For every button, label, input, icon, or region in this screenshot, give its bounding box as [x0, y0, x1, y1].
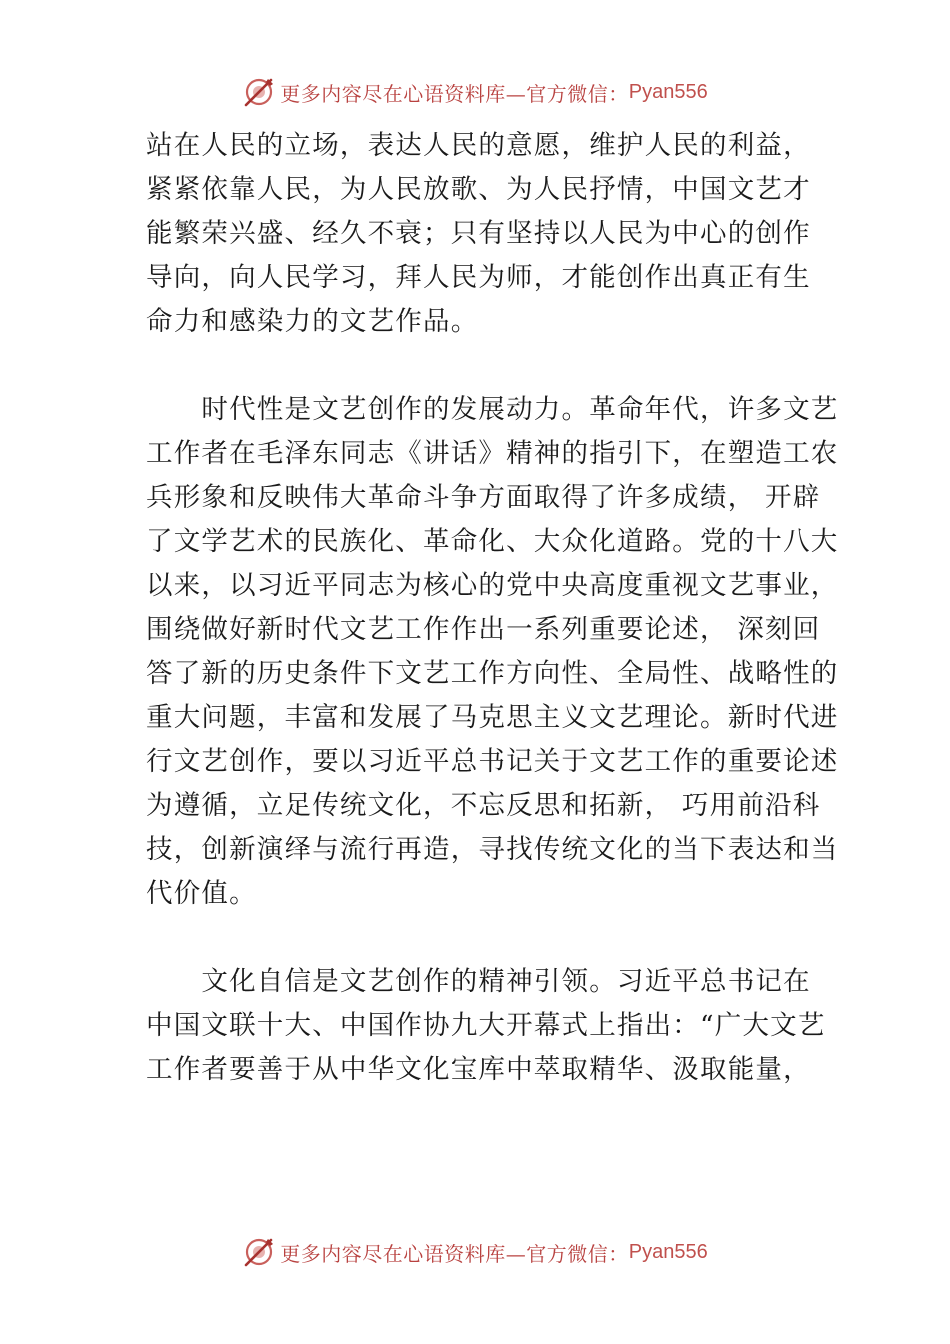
- header-banner-text: 更多内容尽在心语资料库—官方微信：: [280, 81, 629, 106]
- paragraph: [146, 960, 836, 1092]
- pen-logo-icon: [242, 1235, 276, 1269]
- paragraph-gap: [146, 344, 836, 388]
- text-line: 工作者在毛泽东同志《讲话》精神的指引下，在塑造工农: [146, 438, 839, 469]
- text-line: 站在人民的立场，表达人民的意愿，维护人民的利益，: [146, 130, 811, 161]
- text-line: 重大问题，丰富和发展了马克思主义文艺理论。新时代进: [146, 702, 839, 733]
- header-wechat-id: Pyan556: [628, 80, 708, 103]
- text-line: 技，创新演绎与流行再造，寻找传统文化的当下表达和当: [146, 834, 839, 865]
- text-line: 命力和感染力的文艺作品。: [146, 306, 479, 337]
- footer-wechat-id: Pyan556: [628, 1240, 708, 1263]
- text-line: 兵形象和反映伟大革命斗争方面取得了许多成绩， 开辟: [146, 482, 821, 513]
- text-line: 能繁荣兴盛、经久不衰；只有坚持以人民为中心的创作: [146, 218, 811, 249]
- text-line: 文化自信是文艺创作的精神引领。习近平总书记在: [146, 966, 811, 997]
- document-body: [146, 124, 839, 1092]
- text-line: 工作者要善于从中华文化宝库中萃取精华、汲取能量，: [146, 1054, 811, 1085]
- footer-banner: [0, 1232, 950, 1272]
- text-line: 中国文联十大、中国作协九大开幕式上指出：“广大文艺: [146, 1010, 826, 1041]
- text-line: 了文学艺术的民族化、革命化、大众化道路。党的十八大: [146, 526, 839, 557]
- header-banner: [0, 72, 950, 112]
- text-line: 导向，向人民学习，拜人民为师，才能创作出真正有生: [146, 262, 811, 293]
- text-line: 为遵循，立足传统文化，不忘反思和拓新， 巧用前沿科: [146, 790, 821, 821]
- paragraph: [146, 388, 839, 916]
- text-line: 行文艺创作，要以习近平总书记关于文艺工作的重要论述: [146, 746, 839, 777]
- pen-logo-icon: [242, 75, 276, 109]
- text-line: 围绕做好新时代文艺工作作出一系列重要论述， 深刻回: [146, 614, 821, 645]
- paragraph: [146, 124, 836, 344]
- footer-banner-text: 更多内容尽在心语资料库—官方微信：: [280, 1241, 629, 1266]
- text-line: 紧紧依靠人民，为人民放歌、为人民抒情，中国文艺才: [146, 174, 811, 205]
- text-line: 以来，以习近平同志为核心的党中央高度重视文艺事业，: [146, 570, 839, 601]
- text-line: 时代性是文艺创作的发展动力。革命年代，许多文艺: [146, 394, 839, 425]
- text-line: 代价值。: [146, 878, 257, 909]
- text-line: 答了新的历史条件下文艺工作方向性、全局性、战略性的: [146, 658, 839, 689]
- paragraph-gap: [146, 916, 836, 960]
